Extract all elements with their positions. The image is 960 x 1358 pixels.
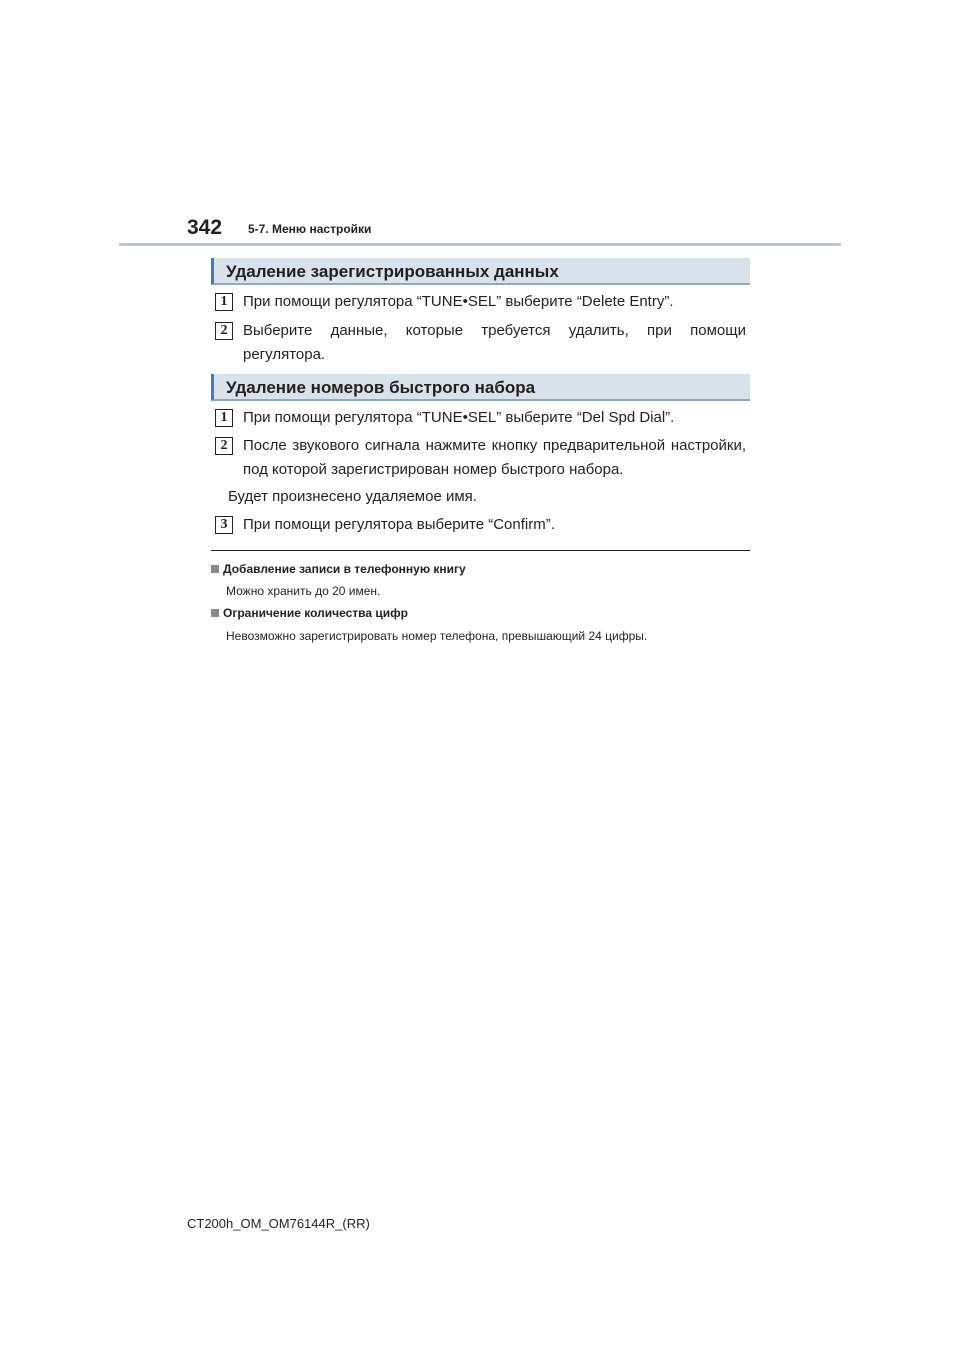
step-number-badge: 2	[215, 322, 233, 340]
square-bullet-icon	[211, 565, 219, 573]
header-divider	[119, 243, 841, 246]
step-number-badge: 2	[215, 437, 233, 455]
section-title: 5-7. Меню настройки	[248, 222, 372, 236]
square-bullet-icon	[211, 609, 219, 617]
note-heading-text: Добавление записи в телефонную книгу	[223, 562, 466, 576]
note-heading	[211, 604, 408, 622]
step-number-badge: 1	[215, 409, 233, 427]
step-number-badge: 3	[215, 516, 233, 534]
document-code: CT200h_OM_OM76144R_(RR)	[187, 1216, 370, 1231]
step-text: После звукового сигнала нажмите кнопку предварительной настройки, под которой зарегистрирован номер быстрого набора.	[243, 437, 746, 478]
section-heading-text: Удаление номеров быстрого набора	[226, 378, 536, 397]
section-heading-delete-entries	[211, 258, 750, 285]
note-heading-text: Ограничение количества цифр	[223, 606, 408, 620]
section-heading-text: Удаление зарегистрированных данных	[226, 262, 559, 281]
step-text: При помощи регулятора “TUNE•SEL” выберите “Delete Entry”.	[243, 293, 674, 310]
step-text: При помощи регулятора “TUNE•SEL” выберите “Del Spd Dial”.	[243, 409, 675, 426]
section-heading-delete-speed-dial	[211, 374, 750, 401]
step-text: Выберите данные, которые требуется удалить, при помощи регулятора.	[243, 322, 746, 363]
step-number-badge: 1	[215, 293, 233, 311]
notes-divider	[211, 550, 750, 551]
step-note: Будет произнесено удаляемое имя.	[228, 488, 477, 505]
page-number: 342	[187, 216, 223, 239]
note-text: Невозможно зарегистрировать номер телефона, превышающий 24 цифры.	[226, 629, 648, 643]
note-heading	[211, 560, 466, 578]
note-text: Можно хранить до 20 имен.	[226, 584, 381, 598]
step-text: При помощи регулятора выберите “Confirm”.	[243, 516, 555, 533]
